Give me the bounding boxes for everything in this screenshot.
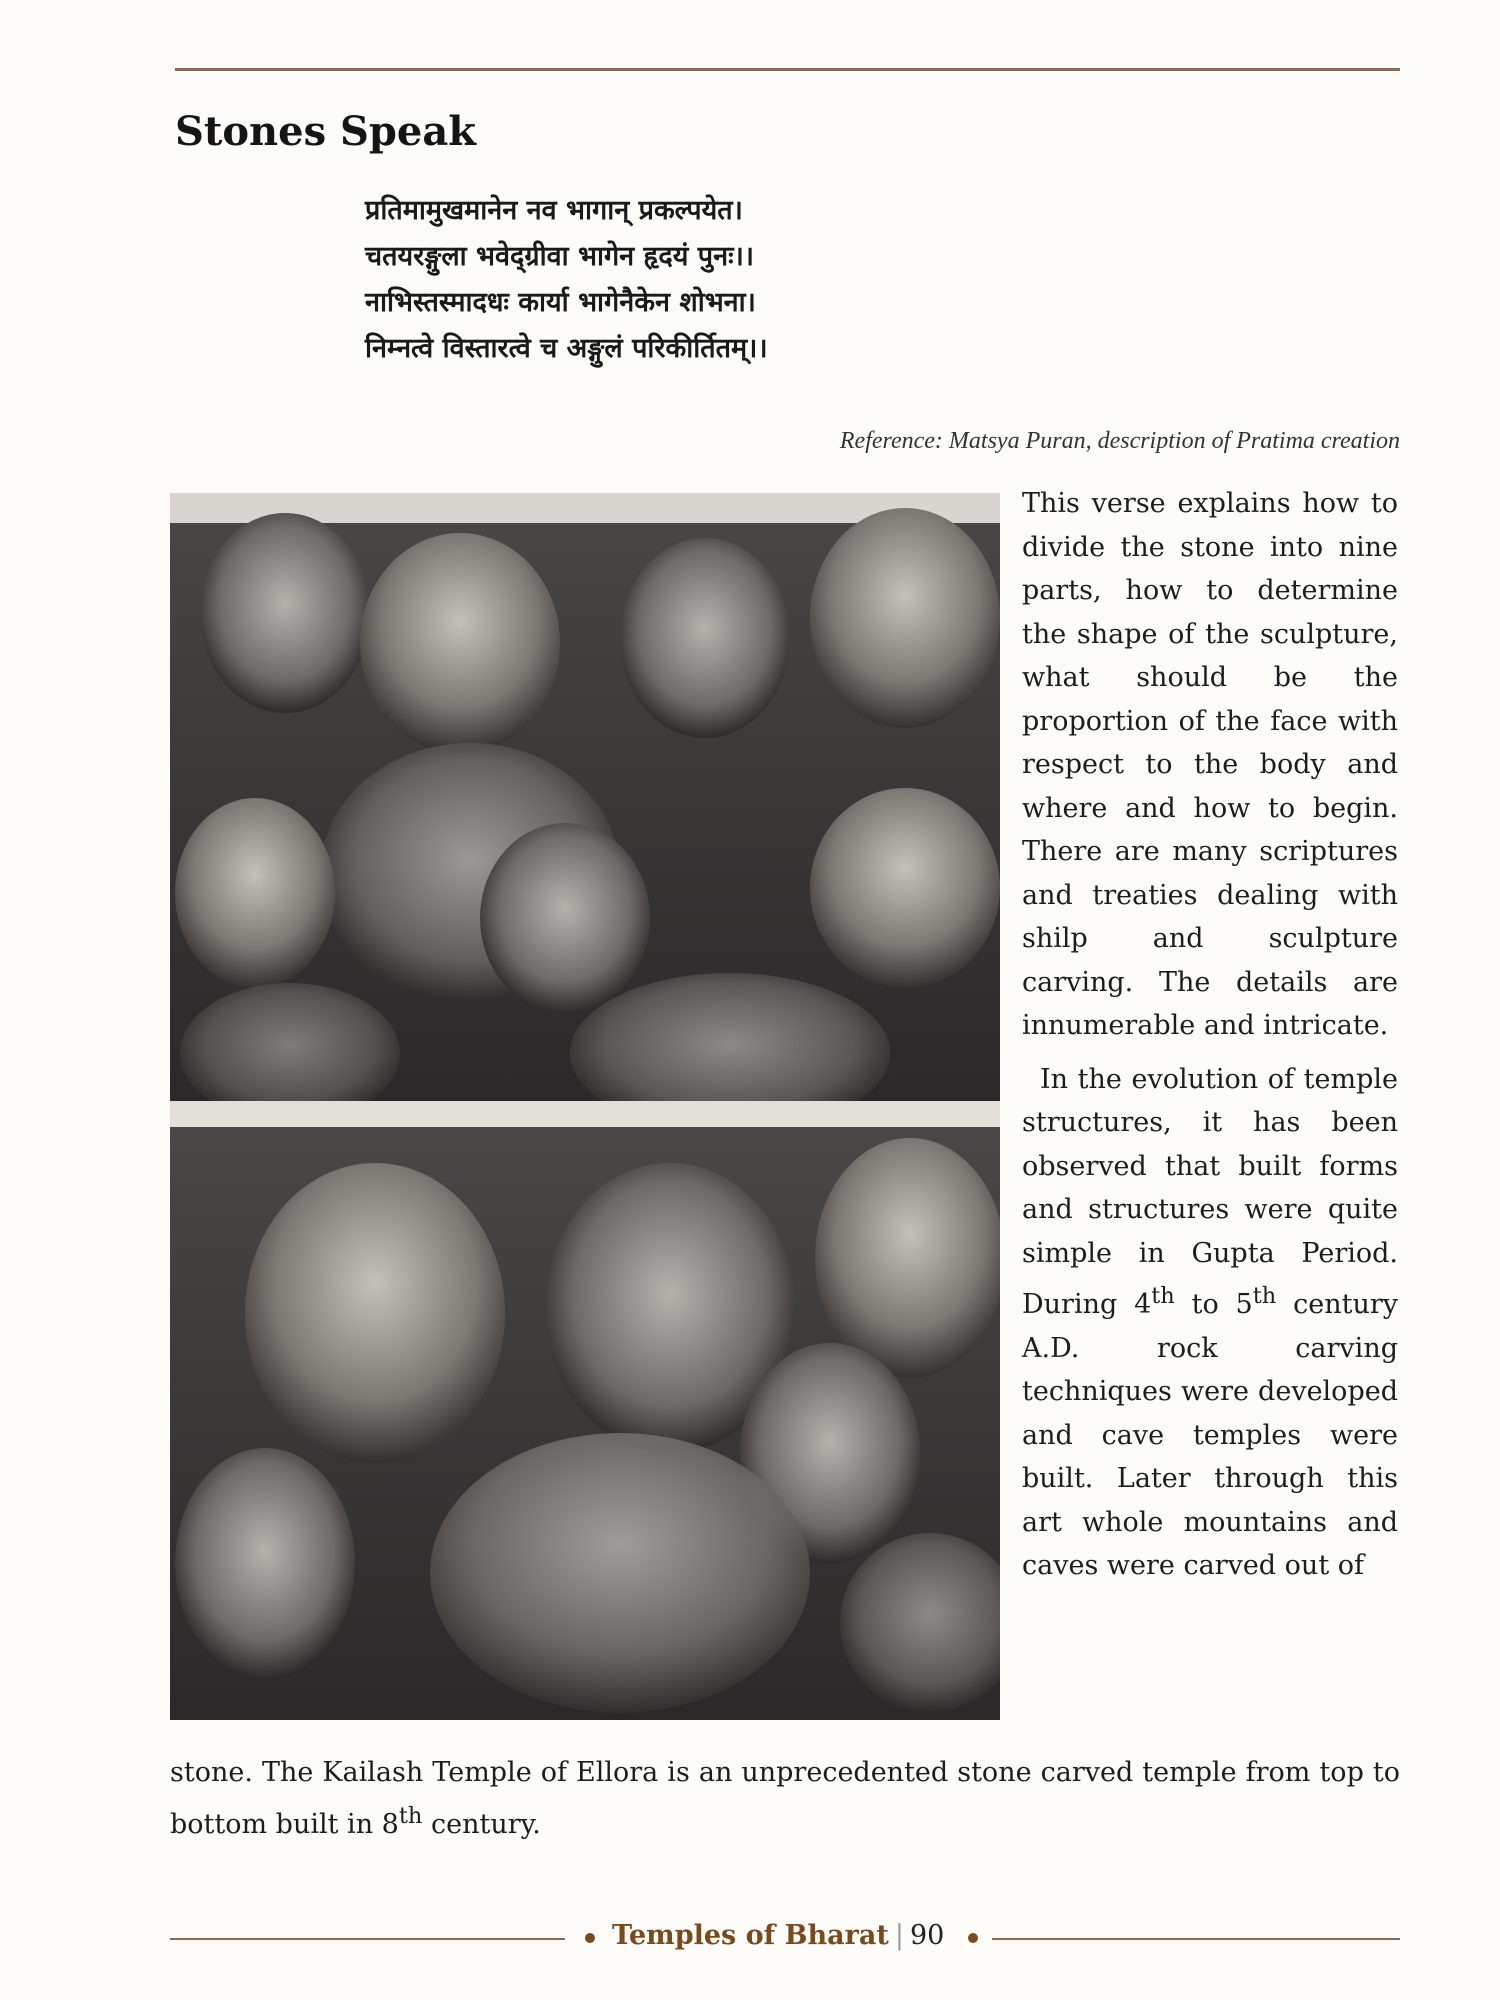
footer-rule-left: [170, 1938, 565, 1940]
verse-reference: Reference: Matsya Puran, description of Pratima creation: [839, 428, 1400, 454]
page-title: Stones Speak: [175, 108, 476, 155]
footer-book-title: Temples of Bharat: [612, 1920, 889, 1951]
paragraph-1: This verse explains how to divide the stone into nine parts, how to determine the shape of the sculpture, what should be the proportion of the face with respect to the body and where and how to begin. There are many scriptures and treaties dealing with shilp and sculpture carving. The details are innumerable and intricate.: [1022, 488, 1398, 1041]
paragraph-2-tail: stone. The Kailash Temple of Ellora is an unprecedented stone carved temple from top to bottom built in 8th century.: [170, 1757, 1400, 1840]
verse-line: नाभिस्तस्मादधः कार्या भागेनैकेन शोभना।: [365, 287, 756, 318]
verse-line: प्रतिमामुखमानेन नव भागान् प्रकल्पयेत।: [365, 195, 743, 226]
page-footer: [170, 1918, 1400, 1958]
article-continuation: [170, 1751, 1400, 1846]
verse-line: चतयरङ्गुला भवेद्ग्रीवा भागेन हृदयं पुनः।।: [365, 241, 755, 272]
sculpture-photograph: [170, 493, 1000, 1720]
verse-line: निम्नत्वे विस्तारत्वे च अङ्गुलं परिकीर्तितम्।।: [365, 333, 768, 364]
footer-separator: |: [894, 1920, 904, 1951]
footer-rule-right: [992, 1938, 1400, 1940]
article-column: [1022, 482, 1398, 1588]
page-number: 90: [909, 1920, 945, 1951]
sculpture-photo-image: [170, 493, 1000, 1720]
sanskrit-verse: [365, 188, 1065, 372]
paragraph-2: In the evolution of temple structures, it has been observed that built forms and structures were quite simple in Gupta Period. During 4th to 5th century A.D. rock carving techniques were developed and cave temples were built. Later through this art whole mountains and caves were carved out of: [1022, 1063, 1399, 1581]
footer-label: [612, 1920, 944, 1951]
footer-bullet-right: [968, 1933, 978, 1943]
top-rule: [175, 68, 1400, 71]
footer-bullet-left: [585, 1933, 595, 1943]
